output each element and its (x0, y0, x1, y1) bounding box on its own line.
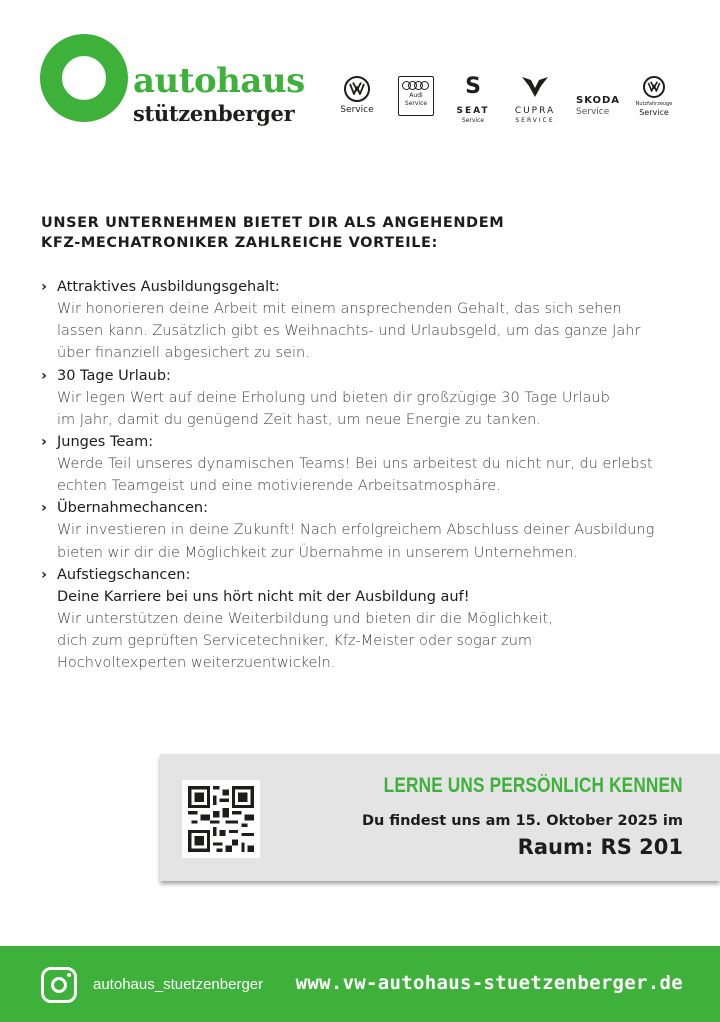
benefit-item (41, 564, 691, 675)
skoda-service-logo (576, 88, 626, 118)
benefit-line: über finanziell abgesichert zu sein. (57, 345, 310, 362)
seat-service-label: Service (461, 117, 485, 124)
benefit-line: Wir investieren in deine Zukunft! Nach erfolgreichem Abschluss deiner Ausbildung (57, 522, 655, 539)
cupra-word: CUPRA (514, 106, 556, 116)
benefit-title (41, 564, 691, 586)
benefit-line: Wir honorieren deine Arbeit mit einem ansprechenden Gehalt, das sich sehen (57, 301, 622, 317)
benefit-line: bieten wir dir die Möglichkeit zur Übernahme in unserem Unternehmen. (57, 544, 578, 561)
nutzfahrzeuge-label: Nutzfahrzeuge (635, 101, 673, 107)
vw-nutzfahrzeuge-service-logo (634, 74, 674, 118)
benefit-item (41, 497, 691, 563)
cupra-service-label: SERVICE (515, 117, 555, 124)
benefit-item (41, 431, 691, 497)
intro-line-2: KFZ-MECHATRONIKER ZAHLREICHE VORTEILE: (41, 235, 438, 251)
header (0, 0, 720, 140)
chevron-right-icon: › (41, 434, 47, 451)
vw-nutzfahrzeuge-service-label: Service (639, 108, 669, 117)
instagram-handle-link[interactable]: autohaus_stuetzenberger (93, 976, 264, 993)
cupra-logo-icon (521, 76, 549, 98)
benefit-title-text: Aufstiegschancen: (57, 566, 191, 583)
vw-service-logo (336, 74, 378, 116)
audi-service-logo (397, 76, 435, 116)
benefit-title (41, 497, 691, 519)
audi-box (398, 76, 434, 116)
benefit-line: im Jahr, damit du genügend Zeit hast, um neue Energie zu tanken. (57, 411, 541, 428)
benefit-line: lassen kann. Zusätzlich gibt es Weihnachts- und Urlaubsgeld, um das ganze Jahr (57, 323, 641, 340)
vw-service-label: Service (340, 105, 374, 115)
benefit-title-text: Übernahmechancen: (57, 500, 208, 517)
benefit-line: Hochvoltexperten weiterzuentwickeln. (57, 655, 336, 672)
benefit-line: dich zum geprüften Servicetechniker, Kfz-Meister oder sogar zum (57, 633, 533, 650)
footer (0, 946, 720, 1022)
instagram-icon[interactable] (41, 967, 77, 1003)
benefit-title (41, 276, 691, 298)
benefit-item (41, 276, 691, 365)
vw-nutzfahrzeuge-logo-icon (643, 76, 665, 98)
benefit-subtitle: Deine Karriere bei uns hört nicht mit der Ausbildung auf! (57, 588, 470, 605)
skoda-service-label: Service (576, 107, 610, 117)
seat-word: SEAT (456, 106, 490, 116)
benefit-title (41, 431, 691, 453)
benefit-line: echten Teamgeist und eine motivierende Arbeitsatmosphäre. (57, 478, 501, 495)
benefits-list (41, 276, 691, 674)
benefit-title-text: Junges Team: (57, 434, 154, 451)
qr-code[interactable] (182, 780, 260, 858)
autohaus-logo-ring-icon (40, 34, 128, 122)
instagram-dot-icon (67, 973, 71, 977)
audi-service-label: Service (404, 100, 428, 107)
vw-logo-icon (344, 76, 370, 102)
logo-word-autohaus: autohaus (133, 61, 305, 101)
benefit-item (41, 365, 691, 431)
instagram-lens-icon (51, 977, 67, 993)
intro-line-1: UNSER UNTERNEHMEN BIETET DIR ALS ANGEHENDEM (41, 215, 505, 231)
chevron-right-icon: › (41, 566, 47, 583)
seat-logo-icon: S (465, 74, 481, 99)
cta-room: Raum: RS 201 (517, 835, 683, 859)
cta-date-line: Du findest uns am 15. Oktober 2025 im (361, 813, 683, 829)
seat-service-logo (451, 76, 495, 125)
intro-heading (41, 213, 661, 253)
chevron-right-icon: › (41, 279, 47, 295)
audi-label: Audi (409, 92, 423, 99)
cupra-service-logo (507, 76, 563, 125)
benefit-title-text: 30 Tage Urlaub: (57, 367, 171, 384)
skoda-logo-icon: SKODA (576, 95, 621, 106)
benefit-line: Werde Teil unseres dynamischen Teams! Bei uns arbeitest du nicht nur, du erlebst (57, 456, 653, 473)
website-link[interactable]: www.vw-autohaus-stuetzenberger.de (295, 972, 683, 994)
benefit-line: Wir unterstützen deine Weiterbildung und bieten dir die Möglichkeit, (57, 610, 553, 627)
cta-heading: LERNE UNS PERSÖNLICH KENNEN (383, 774, 683, 797)
chevron-right-icon: › (41, 500, 47, 517)
benefit-title (41, 365, 691, 387)
chevron-right-icon: › (41, 367, 47, 384)
audi-rings-icon (402, 81, 430, 90)
logo-word-stuetzenberger: stützenberger (133, 101, 295, 126)
benefit-line: Wir legen Wert auf deine Erholung und bieten dir großzügige 30 Tage Urlaub (57, 389, 610, 406)
benefit-title-text: Attraktives Ausbildungsgehalt: (57, 279, 280, 295)
cta-box (160, 754, 720, 881)
